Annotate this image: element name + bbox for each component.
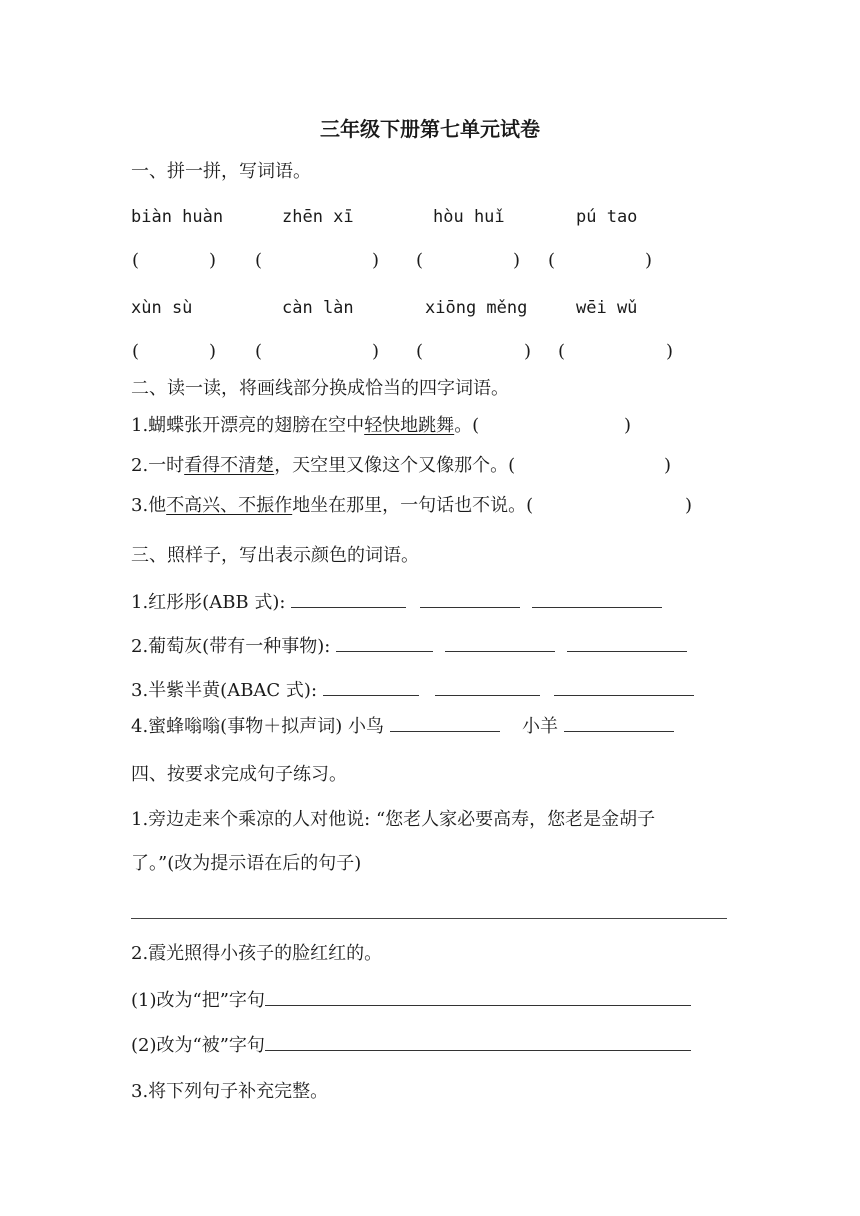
pinyin-wei-wu: wēi wǔ <box>576 298 638 318</box>
answer-blank[interactable] <box>420 590 520 608</box>
answer-paren-open: ( <box>255 250 263 271</box>
question-4-3: 3.将下列句子补充完整。 <box>131 1081 329 1102</box>
answer-paren-close: ) <box>524 341 532 362</box>
question-text: 地坐在那里，一句话也不说。( <box>292 495 534 516</box>
answer-paren-open: ( <box>558 341 566 362</box>
answer-paren-close: ) <box>372 341 380 362</box>
question-4-1-line2: 了。”(改为提示语在后的句子) <box>131 853 362 874</box>
pinyin-hou-hui: hòu huǐ <box>433 207 505 227</box>
answer-paren-close: ) <box>372 250 380 271</box>
answer-paren-open: ( <box>132 341 140 362</box>
answer-line[interactable] <box>131 918 727 919</box>
answer-paren-close: ) <box>666 341 674 362</box>
pinyin-can-lan: càn làn <box>282 298 354 318</box>
question-text: 2.一时 <box>131 455 185 476</box>
question-text: 3.他 <box>131 495 167 516</box>
answer-paren-open: ( <box>548 250 556 271</box>
answer-blank[interactable] <box>567 634 687 652</box>
answer-paren-open: ( <box>416 250 424 271</box>
pinyin-xiong-meng: xiōng měng <box>425 298 528 318</box>
question-text: 1.蝴蝶张开漂亮的翅膀在空中 <box>131 415 365 436</box>
question-3-3 <box>131 678 694 703</box>
answer-paren-open: ( <box>132 250 140 271</box>
question-text: (2)改为“被”字句 <box>131 1035 265 1056</box>
pinyin-bian-huan: biàn huàn <box>131 207 224 227</box>
question-text: 小羊 <box>521 716 558 737</box>
question-text: 4.蜜蜂嗡嗡(事物＋拟声词) 小鸟 <box>131 716 384 737</box>
question-4-1-line1: 1.旁边走来个乘凉的人对他说: “您老人家必要高寿，您老是金胡子 <box>131 809 656 830</box>
question-3-1 <box>131 590 662 615</box>
answer-blank[interactable] <box>265 1033 691 1051</box>
answer-blank[interactable] <box>265 988 691 1006</box>
underlined-phrase: 不高兴、不振作 <box>166 495 293 516</box>
section-2-heading: 二、读一读，将画线部分换成恰当的四字词语。 <box>131 378 509 399</box>
question-2-1 <box>131 414 479 438</box>
answer-paren-close: ) <box>664 455 672 476</box>
answer-blank[interactable] <box>564 714 674 732</box>
pinyin-zhen-xi: zhēn xī <box>282 207 354 227</box>
question-2-2 <box>131 454 515 478</box>
page-title: 三年级下册第七单元试卷 <box>320 117 540 141</box>
pinyin-pu-tao: pú tao <box>576 207 638 227</box>
question-text: ，天空里又像这个又像那个。( <box>274 455 516 476</box>
answer-blank[interactable] <box>390 714 500 732</box>
question-3-2 <box>131 634 687 659</box>
question-3-4 <box>131 714 674 739</box>
answer-paren-open: ( <box>255 341 263 362</box>
pinyin-xun-su: xùn sù <box>131 298 193 318</box>
question-text: 3.半紫半黄(ABAC 式): <box>131 680 318 701</box>
answer-blank[interactable] <box>323 678 419 696</box>
underlined-phrase: 看得不清楚 <box>184 455 275 476</box>
section-3-heading: 三、照样子，写出表示颜色的词语。 <box>131 545 419 566</box>
answer-paren-close: ) <box>685 495 693 516</box>
question-text: 2.葡萄灰(带有一种事物): <box>131 636 331 657</box>
answer-blank[interactable] <box>336 634 433 652</box>
question-2-3 <box>131 494 533 518</box>
section-1-heading: 一、拼一拼，写词语。 <box>131 161 311 182</box>
answer-blank[interactable] <box>554 678 694 696</box>
question-text: 。( <box>454 415 480 436</box>
question-text: 1.红彤彤(ABB 式): <box>131 592 286 613</box>
section-4-heading: 四、按要求完成句子练习。 <box>131 764 347 785</box>
underlined-phrase: 轻快地跳舞 <box>364 415 455 436</box>
answer-paren-close: ) <box>645 250 653 271</box>
answer-blank[interactable] <box>291 590 406 608</box>
question-4-2: 2.霞光照得小孩子的脸红红的。 <box>131 943 383 964</box>
answer-paren-close: ) <box>624 415 632 436</box>
answer-paren-open: ( <box>416 341 424 362</box>
question-4-2-1 <box>131 988 691 1013</box>
answer-paren-close: ) <box>209 250 217 271</box>
answer-paren-close: ) <box>513 250 521 271</box>
answer-blank[interactable] <box>435 678 540 696</box>
question-text: (1)改为“把”字句 <box>131 990 265 1011</box>
answer-paren-close: ) <box>209 341 217 362</box>
answer-blank[interactable] <box>445 634 555 652</box>
answer-blank[interactable] <box>532 590 662 608</box>
question-4-2-2 <box>131 1033 691 1058</box>
